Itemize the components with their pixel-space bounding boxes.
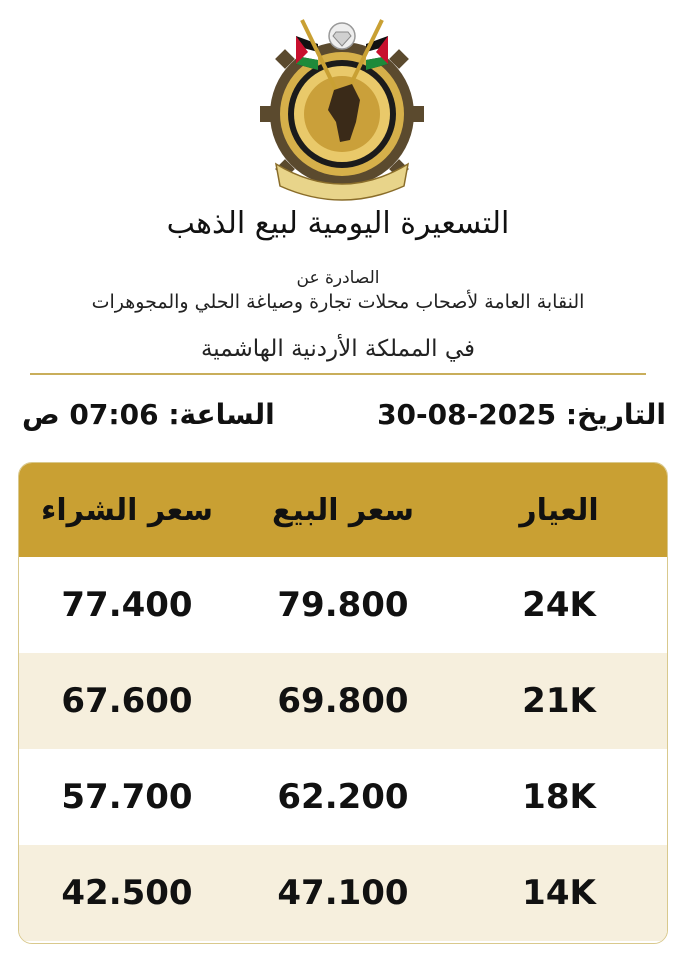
column-header-sell: سعر البيع xyxy=(271,492,415,528)
table-row xyxy=(19,653,667,749)
karat: 21K xyxy=(522,681,596,721)
buy-price: 57.700 xyxy=(61,777,193,817)
divider xyxy=(30,373,646,375)
table-row xyxy=(19,557,667,653)
table-row xyxy=(19,749,667,845)
time-value: 07:06 xyxy=(69,398,159,431)
buy-price: 67.600 xyxy=(61,681,193,721)
buy-price: 42.500 xyxy=(61,873,193,913)
column-header-buy: سعر الشراء xyxy=(41,492,213,528)
karat: 18K xyxy=(522,777,596,817)
syndicate-logo xyxy=(256,14,428,204)
kingdom-name: في المملكة الأردنية الهاشمية xyxy=(200,336,476,362)
issued-by-text: الصادرة عن xyxy=(296,268,380,288)
time-display xyxy=(22,398,275,431)
sell-price: 69.800 xyxy=(277,681,409,721)
karat: 14K xyxy=(522,873,596,913)
date-value: 30-08-2025 xyxy=(377,398,557,431)
page-title: التسعيرة اليومية لبيع الذهب xyxy=(166,206,510,241)
syndicate-name: النقابة العامة لأصحاب محلات تجارة وصياغة الحلي والمجوهرات xyxy=(91,291,585,313)
sell-price: 62.200 xyxy=(277,777,409,817)
time-label: الساعة: xyxy=(168,398,275,431)
column-header-karat: العيار xyxy=(519,492,599,528)
date-label: التاريخ: xyxy=(565,398,666,431)
gold-price-table xyxy=(18,462,668,944)
sell-price: 79.800 xyxy=(277,585,409,625)
sell-price: 47.100 xyxy=(277,873,409,913)
table-row xyxy=(19,845,667,941)
karat: 24K xyxy=(522,585,596,625)
time-suffix: ص xyxy=(22,398,60,431)
table-header xyxy=(19,463,667,557)
date-display xyxy=(377,398,666,431)
buy-price: 77.400 xyxy=(61,585,193,625)
